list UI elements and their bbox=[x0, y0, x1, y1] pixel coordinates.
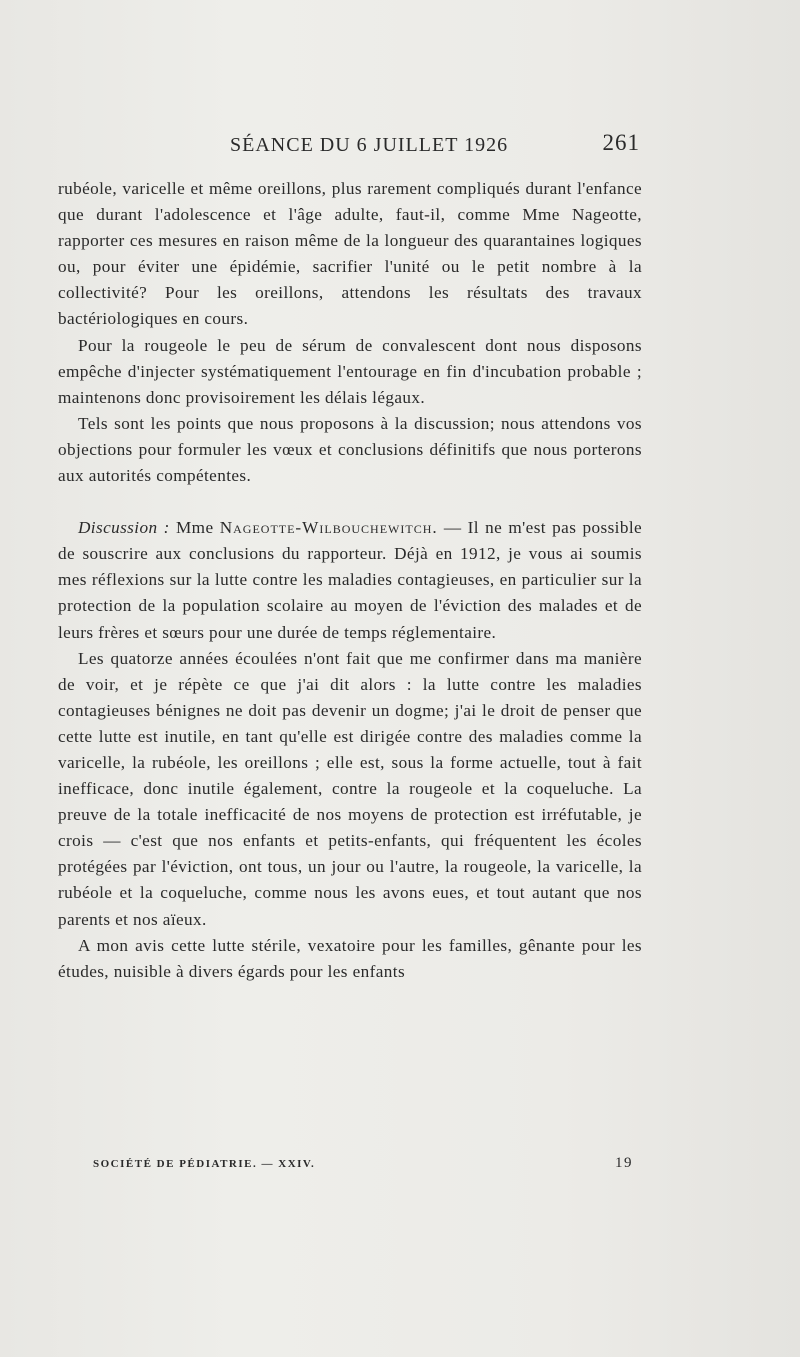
paragraph-3: Tels sont les points que nous proposons à la discussion; nous attendons vos objections pour formuler les vœux et conclusions définitifs que nous porterons aux autorités compétentes. bbox=[58, 413, 642, 486]
discussion-paragraph bbox=[58, 515, 642, 645]
paragraph-1: rubéole, varicelle et même oreillons, plus rarement compliqués durant l'enfance que durant l'adolescence et l'âge adulte, faut-il, comme Mme Nageotte, rapporter ces mesures en raison même de la longueur des quarantaines logiques ou, pour éviter une épidémie, sacrifier l'unité ou le petit nombre à la collectivité? Pour les oreillons, attendons les résultats des travaux bactériologiques en cours. bbox=[58, 179, 642, 329]
page-number: 261 bbox=[602, 130, 640, 155]
discussion-label: Discussion : bbox=[78, 518, 170, 538]
paragraph-2: Pour la rougeole le peu de sérum de convalescent dont nous disposons empêche d'injecter systématiquement l'entourage en fin d'incubation probable ; maintenons donc provisoirement les délais légaux. bbox=[58, 335, 642, 407]
running-head: SÉANCE DU 6 JUILLET 1926 bbox=[230, 134, 509, 156]
body-text bbox=[58, 176, 642, 985]
speaker-name: Nageotte-Wilbouchewitch. bbox=[219, 518, 438, 538]
paragraph-6: A mon avis cette lutte stérile, vexatoire pour les familles, gênante pour les études, nuisible à divers égards pour les enfants bbox=[58, 935, 642, 981]
page-footer bbox=[93, 1155, 633, 1177]
discussion-text: — Il ne m'est pas possible de souscrire aux conclusions du rapporteur. Déjà en 1912, je vous ai soumis mes réflexions sur la lutte contre les maladies contagieuses, en particulier sur la protection de la population scolaire au moyen de l'éviction des malades et de leurs frères et sœurs pour une durée de temps réglementaire. bbox=[58, 518, 643, 642]
speaker-prefix: Mme bbox=[176, 518, 214, 538]
paragraph-5: Les quatorze années écoulées n'ont fait que me confirmer dans ma manière de voir, et je répète ce que j'ai dit alors : la lutte contre les maladies contagieuses bénignes ne doit pas devenir un dogme; j'ai le droit de penser que cette lutte est inutile, en tant qu'elle est dirigée contre des maladies comme la varicelle, la rubéole, les oreillons ; elle est, sous la forme actuelle, tout à fait inefficace, donc inutile également, contre la rougeole et la coqueluche. La preuve de la totale inefficacité de nos moyens de protection est irréfutable, je crois — c'est que nos enfants et petits-enfants, qui fréquentent les écoles protégées par l'éviction, ont tous, un jour ou l'autre, la rougeole, la varicelle, la rubéole et la coqueluche, comme nous les avons eues, et tout autant que nos parents et nos aïeux. bbox=[58, 648, 642, 929]
footer-signature: SOCIÉTÉ DE PÉDIATRIE. — XXIV. bbox=[93, 1158, 316, 1170]
footer-sheet-number: 19 bbox=[615, 1155, 633, 1171]
page-header bbox=[230, 130, 640, 162]
